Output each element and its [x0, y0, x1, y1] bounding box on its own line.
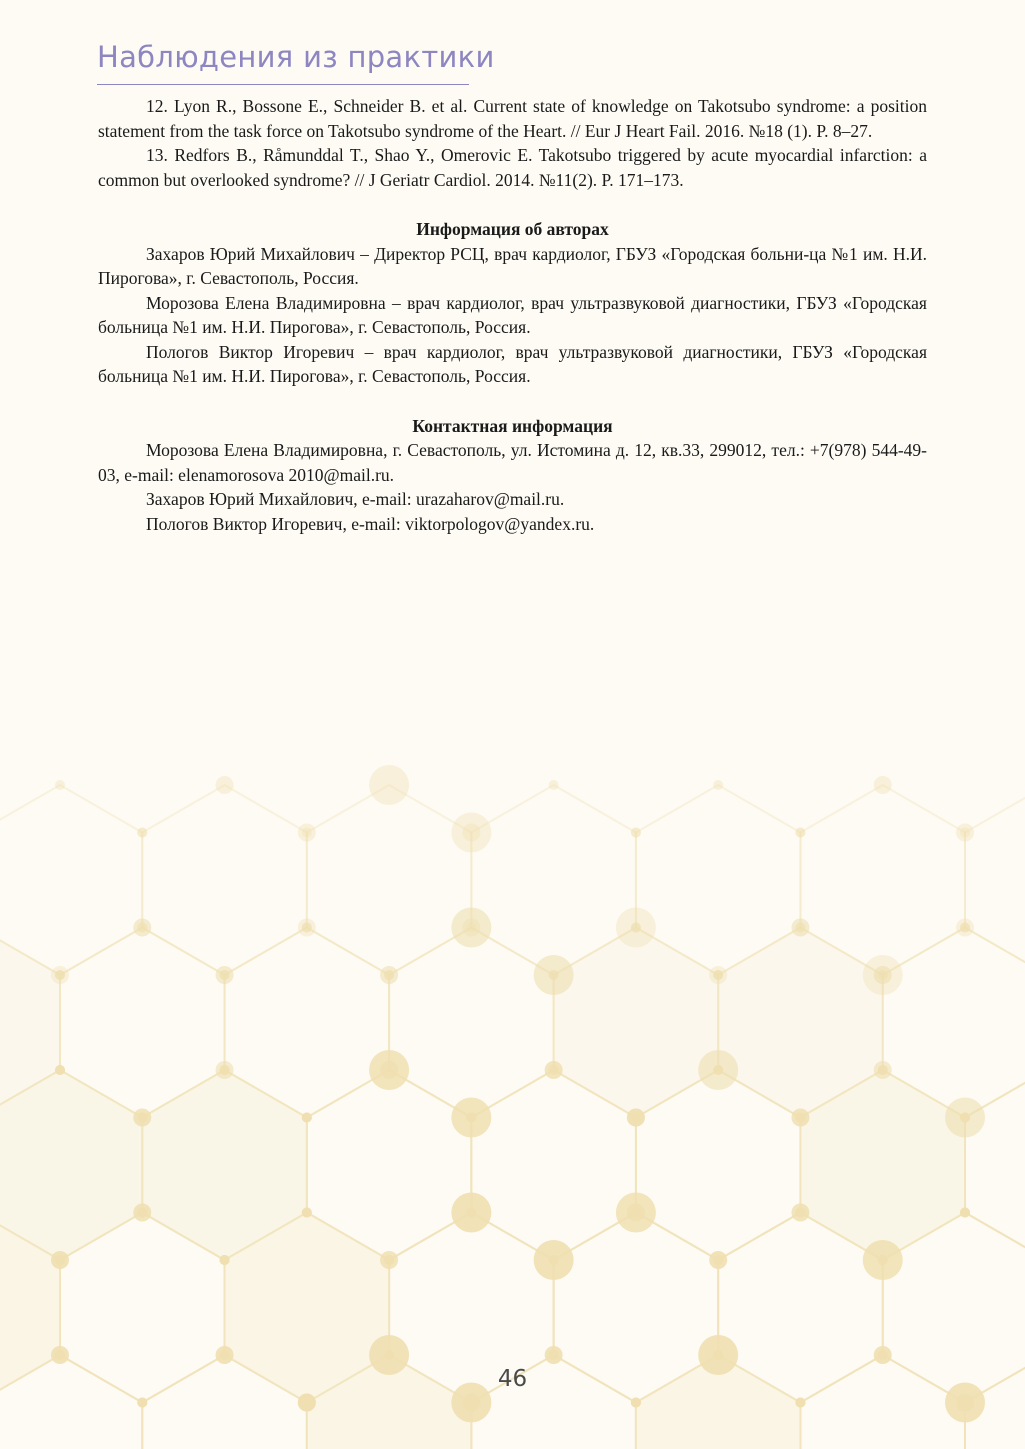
- pattern-node-dot: [451, 813, 491, 853]
- pattern-node-dot: [302, 1208, 312, 1218]
- pattern-node-dot: [795, 828, 805, 838]
- header-divider: [97, 84, 469, 85]
- hexagon-outline: [389, 928, 554, 1118]
- pattern-node-dot: [137, 1113, 147, 1123]
- contact-heading: Контактная информация: [412, 415, 613, 436]
- author-entry: Морозова Елена Владимировна – врач кардиолог, врач ультразвуковой диагностики, ГБУЗ «Городская больница №1 им. Н.И. Пирогова», г. Севастополь, Россия.: [98, 292, 927, 337]
- pattern-node-dot: [369, 765, 409, 805]
- hexagon-outline: [307, 785, 472, 975]
- pattern-node-dot: [713, 1255, 723, 1265]
- reference-item: 12. Lyon R., Bossone E., Schneider B. et al. Current state of knowledge on Takotsubo syndrome: a position statement from the task force on Takotsubo syndrome of the Heart. // Eur J Heart Fail. 2016. №18 (1). P. 8–27.: [98, 96, 927, 141]
- pattern-node-dot: [631, 1208, 641, 1218]
- pattern-node-dot: [137, 1208, 147, 1218]
- pattern-node-dot: [631, 923, 641, 933]
- pattern-node-dot: [549, 1350, 559, 1360]
- pattern-node-dot: [220, 1065, 230, 1075]
- contact-entry: Захаров Юрий Михайлович, e-mail: urazaharov@mail.ru.: [146, 489, 565, 509]
- page-body: [98, 94, 927, 536]
- pattern-node-dot: [534, 955, 574, 995]
- pattern-node-dot: [627, 1109, 645, 1127]
- pattern-node-dot: [137, 828, 147, 838]
- contact-entry: Пологов Виктор Игоревич, e-mail: viktorpologov@yandex.ru.: [146, 513, 595, 534]
- pattern-node-dot: [545, 1061, 563, 1079]
- page-number: 46: [497, 1366, 528, 1392]
- pattern-node-dot: [956, 824, 974, 842]
- pattern-node-dot: [874, 776, 892, 794]
- pattern-node-dot: [216, 1346, 234, 1364]
- pattern-node-dot: [55, 1065, 65, 1075]
- pattern-node-dot: [298, 824, 316, 842]
- author-entry: Пологов Виктор Игоревич – врач кардиолог, врач ультразвуковой диагностики, ГБУЗ «Городская больница №1 им. Н.И. Пирогова», г. Севастополь, Россия.: [98, 341, 927, 386]
- section-title: Наблюдения из практики: [97, 40, 495, 74]
- pattern-node-dot: [55, 780, 65, 790]
- pattern-node-dot: [216, 966, 234, 984]
- pattern-node-dot: [631, 828, 641, 838]
- authors-heading: Информация об авторах: [416, 219, 609, 239]
- pattern-node-dot: [534, 1240, 574, 1280]
- pattern-node-dot: [137, 1398, 147, 1408]
- pattern-node-dot: [795, 1208, 805, 1218]
- contact-entry: Морозова Елена Владимировна, г. Севастополь, ул. Истомина д. 12, кв.33, 299012, тел.: +7(978) 544-49-03, e-mail: elenamorosova 2010@mail.ru.: [98, 440, 927, 485]
- pattern-node-dot: [795, 1113, 805, 1123]
- hexagon-outline: [0, 785, 142, 975]
- pattern-node-dot: [713, 970, 723, 980]
- hexagon-fill: [554, 928, 719, 1118]
- pattern-node-dot: [713, 1350, 723, 1360]
- pattern-node-dot: [451, 1098, 491, 1138]
- pattern-node-dot: [133, 919, 151, 937]
- pattern-node-dot: [298, 1394, 316, 1412]
- pattern-node-dot: [874, 1346, 892, 1364]
- pattern-node-dot: [302, 923, 312, 933]
- pattern-node-dot: [549, 780, 559, 790]
- pattern-node-dot: [302, 1113, 312, 1123]
- reference-item: 13. Redfors B., Råmunddal T., Shao Y., Omerovic E. Takotsubo triggered by acute myocardial infarction: a common but overlooked syndrome? // J Geriatr Cardiol. 2014. №11(2). P. 171–173.: [98, 145, 927, 190]
- pattern-node-dot: [960, 923, 970, 933]
- pattern-node-dot: [216, 776, 234, 794]
- pattern-node-dot: [874, 966, 892, 984]
- pattern-node-dot: [369, 1050, 409, 1090]
- pattern-node-dot: [878, 1255, 888, 1265]
- pattern-node-dot: [960, 1208, 970, 1218]
- pattern-node-dot: [55, 1255, 65, 1265]
- pattern-node-dot: [956, 1394, 974, 1412]
- pattern-node-dot: [713, 1065, 723, 1075]
- pattern-node-dot: [55, 970, 65, 980]
- pattern-node-dot: [795, 1398, 805, 1408]
- pattern-node-dot: [384, 970, 394, 980]
- hexagon-fill: [0, 1070, 142, 1260]
- pattern-node-dot: [791, 919, 809, 937]
- hexagon-outline: [965, 1070, 1025, 1260]
- pattern-node-dot: [713, 780, 723, 790]
- pattern-node-dot: [631, 1398, 641, 1408]
- hexagon-outline: [142, 785, 307, 975]
- pattern-node-dot: [960, 1113, 970, 1123]
- pattern-node-dot: [878, 1065, 888, 1075]
- author-entry: Захаров Юрий Михайлович – Директор РСЦ, врач кардиолог, ГБУЗ «Городская больни-ца №1 им. Н.И. Пирогова», г. Севастополь, Россия.: [98, 243, 927, 288]
- pattern-node-dot: [220, 1255, 230, 1265]
- hexagon-outline: [965, 785, 1025, 975]
- pattern-node-dot: [55, 1350, 65, 1360]
- pattern-node-dot: [451, 1193, 491, 1233]
- pattern-node-dot: [384, 1255, 394, 1265]
- pattern-node-dot: [451, 908, 491, 948]
